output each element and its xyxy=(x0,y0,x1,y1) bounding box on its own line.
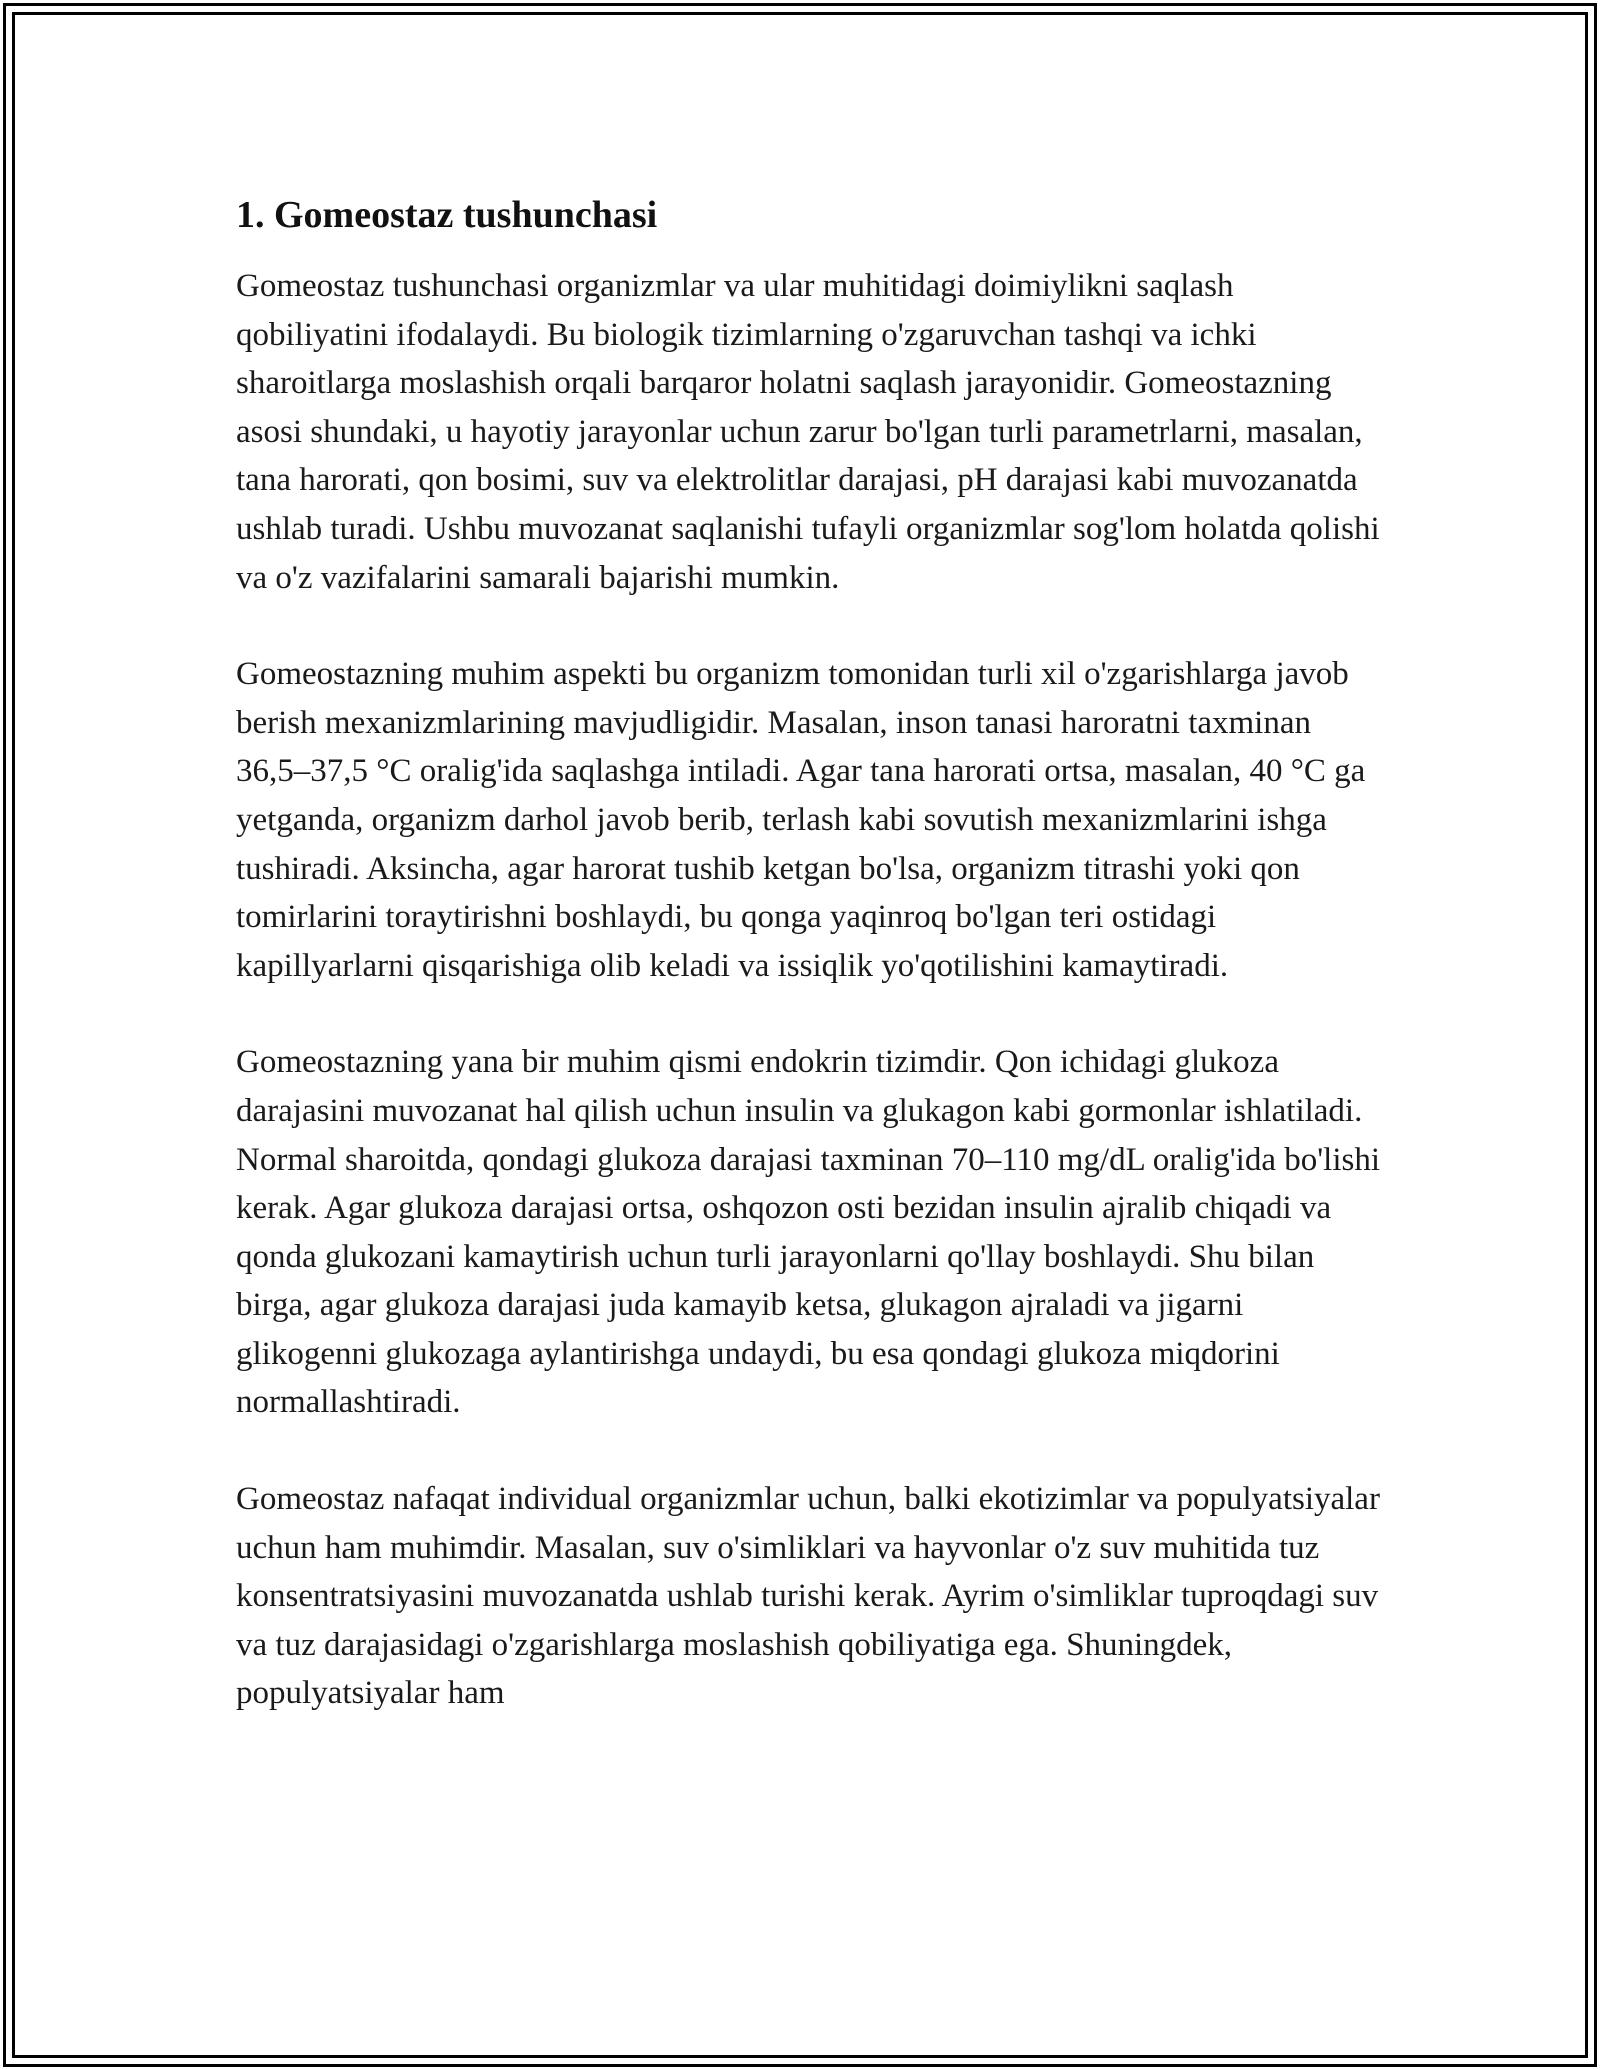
section-title: 1. Gomeostaz tushunchasi xyxy=(236,194,658,236)
paragraph-2: Gomeostazning muhim aspekti bu organizm tomonidan turli xil o'zgarishlarga javob berish mexanizmlarining mavjudligidir. Masalan, inson tanasi haroratni taxminan 36,5–37,5 °C oralig'ida saqlashga intiladi. Agar tana harorati ortsa, masalan, 40 °C ga yetganda, organizm darhol javob berib, terlash kabi sovutish mexanizmlarini ishga tushiradi. Aksincha, agar harorat tushib ketgan bo'lsa, organizm titrashi yoki qon tomirlarini toraytirishni boshlaydi, bu qonga yaqinroq bo'lgan teri ostidagi kapillyarlarni qisqarishiga olib keladi va issiqlik yo'qotilishini kamaytiradi. xyxy=(236,656,1366,984)
paragraph-3: Gomeostazning yana bir muhim qismi endokrin tizimdir. Qon ichidagi glukoza darajasini muvozanat hal qilish uchun insulin va glukagon kabi gormonlar ishlatiladi. Normal sharoitda, qondagi glukoza darajasi taxminan 70–110 mg/dL oralig'ida bo'lishi kerak. Agar glukoza darajasi ortsa, oshqozon osti bezidan insulin ajralib chiqadi va qonda glukozani kamaytirish uchun turli jarayonlarni qo'llay boshlaydi. Shu bilan birga, agar glukoza darajasi juda kamayib ketsa, glukagon ajraladi va jigarni glikogenni glukozaga aylantirishga undaydi, bu esa qondagi glukoza miqdorini normallashtiradi. xyxy=(236,1044,1381,1421)
paragraph-4: Gomeostaz nafaqat individual organizmlar uchun, balki ekotizimlar va populyatsiyalar uchun ham muhimdir. Masalan, suv o'simliklari va hayvonlar o'z suv muhitida tuz konsentratsiyasini muvozanatda ushlab turishi kerak. Ayrim o'simliklar tuproqdagi suv va tuz darajasidagi o'zgarishlarga moslashish qobiliyatiga ega. Shuningdek, populyatsiyalar ham xyxy=(236,1481,1380,1712)
document-body xyxy=(236,186,1386,1718)
paragraph-1: Gomeostaz tushunchasi organizmlar va ular muhitidagi doimiylikni saqlash qobiliyatini ifodalaydi. Bu biologik tizimlarning o'zgaruvchan tashqi va ichki sharoitlarga moslashish orqali barqaror holatni saqlash jarayonidir. Gomeostazning asosi shundaki, u hayotiy jarayonlar uchun zarur bo'lgan turli parametrlarni, masalan, tana harorati, qon bosimi, suv va elektrolitlar darajasi, pH darajasi kabi muvozanatda ushlab turadi. Ushbu muvozanat saqlanishi tufayli organizmlar sog'lom holatda qolishi va o'z vazifalarini samarali bajarishi mumkin. xyxy=(236,268,1380,596)
